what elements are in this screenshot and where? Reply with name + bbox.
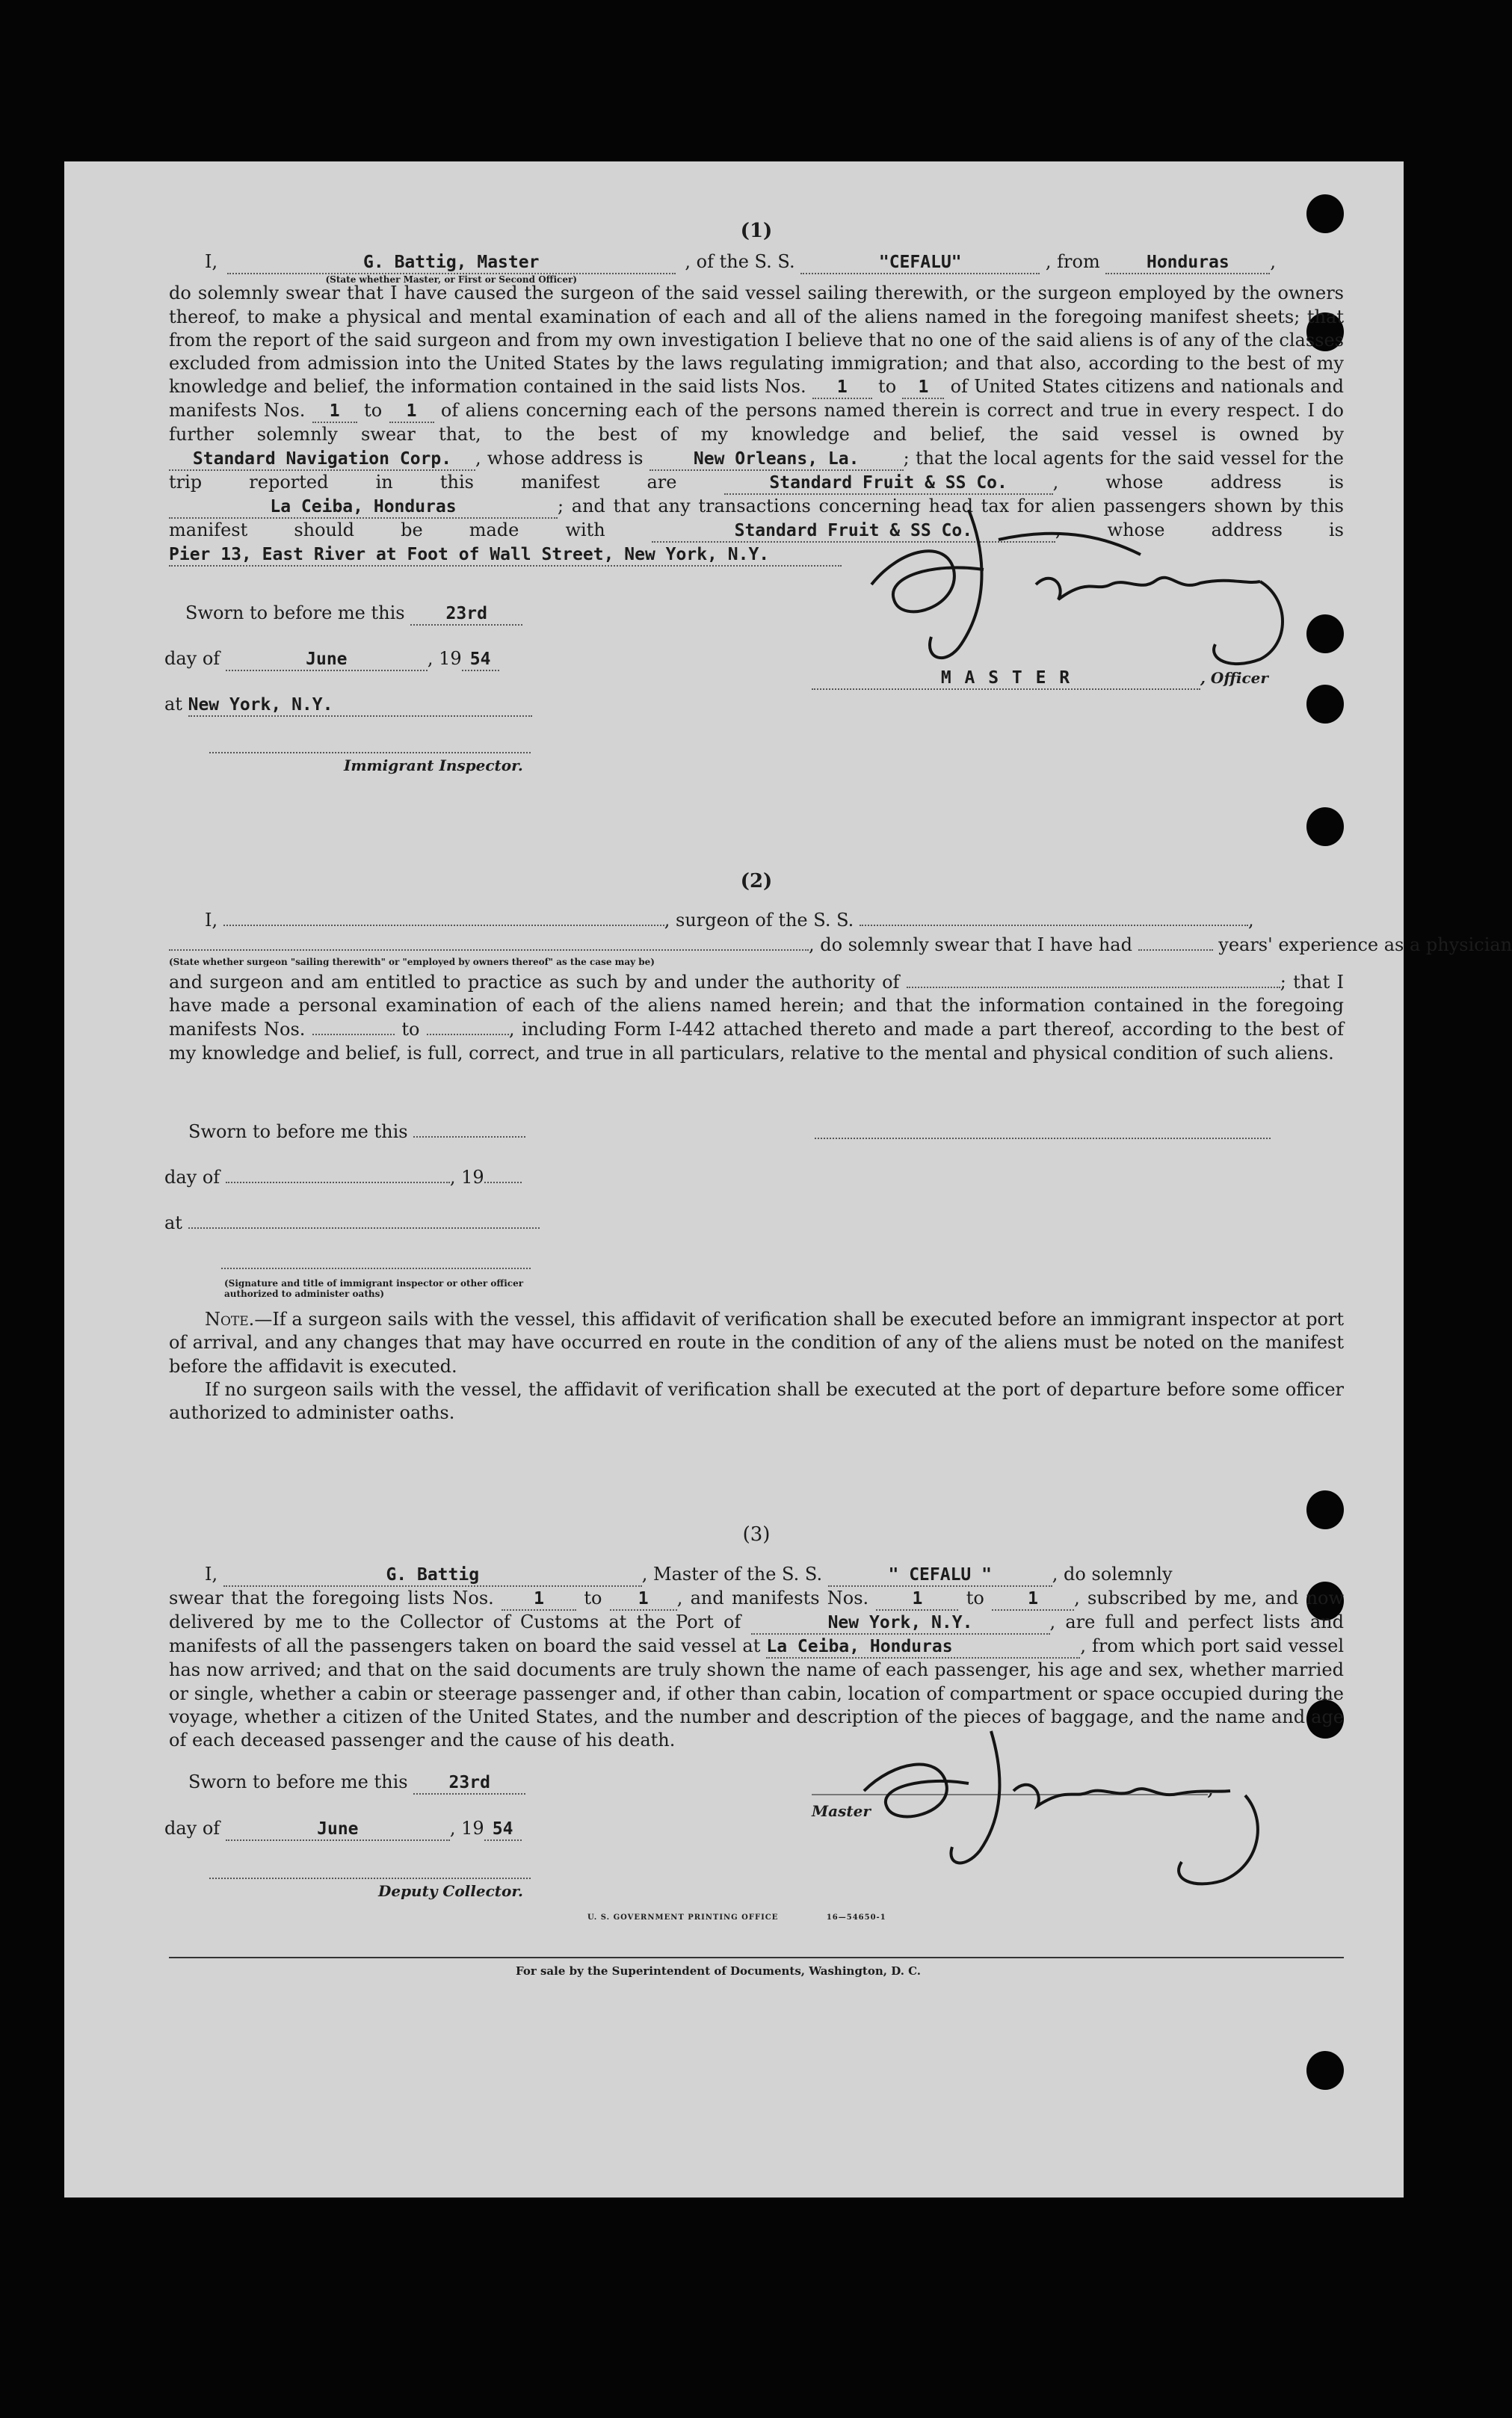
sworn-label: Sworn to before me this bbox=[185, 602, 405, 623]
section-2-note bbox=[169, 1308, 1344, 1425]
manifests-to: 1 bbox=[992, 1588, 1074, 1611]
manifests-from-field bbox=[312, 1017, 395, 1035]
owner-address: New Orleans, La. bbox=[649, 448, 904, 471]
label-address: , whose address is bbox=[475, 447, 644, 469]
day-row bbox=[164, 1818, 522, 1841]
month: June bbox=[226, 649, 428, 671]
sworn-label: Sworn to before me this bbox=[188, 1121, 408, 1142]
boarding-port: La Ceiba, Honduras bbox=[766, 1636, 1080, 1659]
year-field bbox=[484, 1165, 522, 1183]
day-of-label: day of bbox=[164, 1167, 220, 1188]
body-text: , do solemnly swear that I have had bbox=[809, 934, 1132, 955]
port: New York, N.Y. bbox=[751, 1612, 1050, 1635]
form-code: 16—54650-1 bbox=[826, 1913, 886, 1922]
body-text: , and manifests Nos. bbox=[676, 1588, 869, 1609]
handwritten-signature bbox=[842, 1724, 1320, 1896]
punct: ; bbox=[903, 447, 910, 469]
month-field bbox=[226, 1165, 450, 1183]
body-text: years' experience as a physician bbox=[1218, 934, 1512, 955]
manifests-to: 1 bbox=[389, 401, 434, 423]
pronoun-label: I, bbox=[205, 1564, 218, 1585]
place: New York, N.Y. bbox=[188, 694, 532, 717]
section-number: (1) bbox=[740, 220, 773, 242]
vessel-field bbox=[860, 908, 1248, 926]
sworn-row bbox=[185, 602, 522, 626]
master-name: G. Battig bbox=[223, 1564, 642, 1587]
vessel-name: " CEFALU " bbox=[828, 1564, 1052, 1587]
body-text: , from which port said vessel has now arrived; and that on the said documents are truly shown the name of each passenger, his age and sex, whether married or single, whether a cabin or steerage passenger and, if other than cabin, location of compartment or space occupied during the voyage, whether a citizen of the United States, and the number and description of the pieces of baggage, and the name and age of each deceased passenger and the cause of his death. bbox=[169, 1635, 1344, 1751]
body-text: do solemnly swear that I have caused the surgeon of the said vessel sailing therewith, or the surgeon employed by the owners thereof, to make a physical and mental examination of each and all of the aliens named in the foregoing manifest sheets; that from the report of the said surgeon and from my own investigation I believe that no one of the said aliens is of any of the classes excluded from admission into the United States by the laws regulating immigration; and that also, according to the best of my knowledge and belief, the information contained in the said lists Nos. bbox=[169, 283, 1344, 398]
agents-name: Standard Fruit & SS Co. bbox=[724, 472, 1053, 495]
label-to: to bbox=[584, 1588, 602, 1609]
body-text: , subscribed by me, and now delivered by me to the Collector of Customs at the Port of bbox=[169, 1588, 1345, 1633]
body-text: , whose address is bbox=[1055, 519, 1344, 540]
year-prefix: , 19 bbox=[449, 1818, 484, 1839]
at-label: at bbox=[164, 694, 182, 715]
agents-address: La Ceiba, Honduras bbox=[169, 496, 558, 519]
body-text: swear that the foregoing lists Nos. bbox=[169, 1588, 494, 1609]
head-tax-party: Standard Fruit & SS Co. bbox=[652, 520, 1055, 543]
surgeon-signature-line bbox=[815, 1138, 1271, 1139]
sworn-day: 23rd bbox=[413, 1772, 525, 1795]
label-to: to bbox=[401, 1019, 420, 1040]
note-label: Note. bbox=[205, 1309, 255, 1330]
label-from: , from bbox=[1045, 251, 1100, 273]
day-row bbox=[164, 648, 499, 671]
punch-hole bbox=[1306, 2051, 1344, 2090]
gpo-imprint bbox=[587, 1913, 886, 1922]
document-page bbox=[64, 161, 1512, 2198]
punct: , bbox=[1270, 251, 1276, 273]
sworn-row bbox=[188, 1771, 525, 1795]
label-surgeon-of: , surgeon of the S. S. bbox=[664, 910, 854, 931]
master-title: M A S T E R bbox=[812, 667, 1200, 690]
manifests-to-field bbox=[427, 1017, 509, 1035]
collector-signature-line bbox=[209, 1878, 531, 1879]
punct: , bbox=[1052, 471, 1059, 493]
note-text: If no surgeon sails with the vessel, the affidavit of verification shall be executed at the port of departure before some officer authorized to administer oaths. bbox=[169, 1378, 1344, 1424]
at-row bbox=[164, 1211, 540, 1233]
sworn-day: 23rd bbox=[410, 603, 522, 626]
lists-from: 1 bbox=[502, 1588, 576, 1611]
caption-state-whether: (State whether Master, or First or Second Officer) bbox=[325, 274, 577, 286]
lists-to: 1 bbox=[902, 377, 944, 399]
body-text: and surgeon and am entitled to practice as such by and under the authority of bbox=[169, 971, 900, 993]
sworn-label: Sworn to before me this bbox=[188, 1771, 408, 1792]
from-place: Honduras bbox=[1105, 252, 1270, 274]
body-text: that I have made a personal examination of each of the aliens named herein; and that the information contained in the foregoing manifests Nos. bbox=[169, 971, 1344, 1040]
sworn-row bbox=[188, 1120, 525, 1142]
pronoun-label: I, bbox=[205, 910, 218, 931]
lists-to: 1 bbox=[610, 1588, 677, 1611]
vessel-name: "CEFALU" bbox=[800, 252, 1040, 274]
label-to: to bbox=[364, 400, 383, 422]
section-number: (3) bbox=[742, 1523, 771, 1546]
master-field bbox=[223, 250, 679, 285]
body-text: , including Form I-442 attached thereto and made a part thereof, according to the best of my knowledge and belief, is full, correct, and true in all particulars, relative to the mental and physical condition of such aliens. bbox=[169, 1019, 1344, 1064]
pronoun-label: I, bbox=[205, 251, 218, 273]
section-2: (2) I, , surgeon of the S. S. , (State whether surgeon "sailing therewith" or "employed by owners thereof" as the case may be) , do solemnly swear that I have had years' experience as a physician and surgeon and am entitled to practice as such by and under the authority of ; that I have made a personal examination of each of the aliens named herein; and that the information contained in the foregoing manifests Nos. to , including Form I-442 attached thereto and made a part thereof, according to the best of my knowledge and belief, is full, correct, and true in all particulars, relative to the mental and physical condition of such aliens. bbox=[169, 870, 1512, 1064]
master-caption: , Master bbox=[812, 1781, 1213, 1820]
body-text: of aliens concerning each of the persons named therein is correct and true in every respect. I do further solemnly swear that, to the best of my knowledge and belief, the said vessel is owned by bbox=[169, 400, 1345, 445]
manifests-from: 1 bbox=[876, 1588, 958, 1611]
master-name: G. Battig, Master bbox=[227, 252, 676, 274]
footer-rule bbox=[169, 1957, 1344, 1958]
label-of-ss: , of the S. S. bbox=[685, 251, 795, 273]
at-row bbox=[164, 694, 532, 717]
place-field bbox=[188, 1211, 540, 1229]
handwritten-signature bbox=[842, 495, 1350, 674]
section-number: (2) bbox=[740, 870, 773, 892]
surgeon-type-field bbox=[169, 933, 809, 951]
day-row bbox=[164, 1165, 522, 1188]
body-text: of United States citizens and nationals and manifests Nos. bbox=[169, 376, 1345, 422]
label-master-of: , Master of the S. S. bbox=[641, 1564, 823, 1585]
years-field bbox=[1138, 933, 1213, 951]
inspector-caption: Immigrant Inspector. bbox=[344, 756, 523, 774]
section-3 bbox=[169, 1523, 1344, 1752]
punch-hole bbox=[1306, 685, 1344, 724]
signature-caption: (Signature and title of immigrant inspector or other officer authorized to administer oaths) bbox=[224, 1278, 524, 1299]
year-suffix: 54 bbox=[484, 1819, 522, 1841]
day-of-label: day of bbox=[164, 648, 220, 669]
body-text: whose address is bbox=[1105, 471, 1344, 493]
year-prefix: , 19 bbox=[449, 1167, 484, 1188]
at-label: at bbox=[164, 1212, 182, 1233]
owner-name: Standard Navigation Corp. bbox=[169, 448, 475, 471]
body-text: ; and that any transactions concerning head tax for alien passengers shown by this manifest should be made with bbox=[169, 495, 1344, 540]
month: June bbox=[226, 1819, 450, 1841]
body-text: , do solemnly bbox=[1052, 1564, 1173, 1585]
body-text: , are full and perfect lists and manifests of all the passengers taken on board the said vessel at bbox=[169, 1612, 1344, 1657]
officer-caption: , Officer bbox=[1200, 669, 1268, 687]
sworn-day-field bbox=[413, 1120, 525, 1138]
label-to: to bbox=[878, 376, 897, 398]
day-of-label: day of bbox=[164, 1818, 220, 1839]
lists-from: 1 bbox=[812, 377, 872, 399]
officer-signature-line bbox=[221, 1268, 531, 1269]
gpo-text: U. S. GOVERNMENT PRINTING OFFICE bbox=[587, 1913, 779, 1922]
head-tax-address: Pier 13, East River at Foot of Wall Street, New York, N.Y. bbox=[169, 544, 842, 567]
year-prefix: , 19 bbox=[427, 648, 462, 669]
authority-field bbox=[907, 970, 1280, 988]
label-to: to bbox=[966, 1588, 984, 1609]
collector-caption: Deputy Collector. bbox=[378, 1882, 524, 1900]
note-text: —If a surgeon sails with the vessel, this affidavit of verification shall be executed before an immigrant inspector at port of arrival, and any changes that may have occurred en route in the condition of any of the aliens must be noted on the manifest before the affidavit is executed. bbox=[169, 1309, 1344, 1377]
punch-hole bbox=[1306, 807, 1344, 846]
manifests-from: 1 bbox=[312, 401, 357, 423]
caption-surgeon-type: (State whether surgeon "sailing therewith" or "employed by owners thereof" as the case may be) bbox=[169, 956, 655, 967]
surgeon-name-field bbox=[223, 908, 664, 926]
inspector-signature-line bbox=[209, 752, 531, 753]
for-sale-text: For sale by the Superintendent of Documents, Washington, D. C. bbox=[516, 1964, 922, 1978]
year-suffix: 54 bbox=[462, 649, 499, 671]
body-text: that the local agents for the said vessel for the trip reported in this manifest are bbox=[169, 447, 1344, 493]
